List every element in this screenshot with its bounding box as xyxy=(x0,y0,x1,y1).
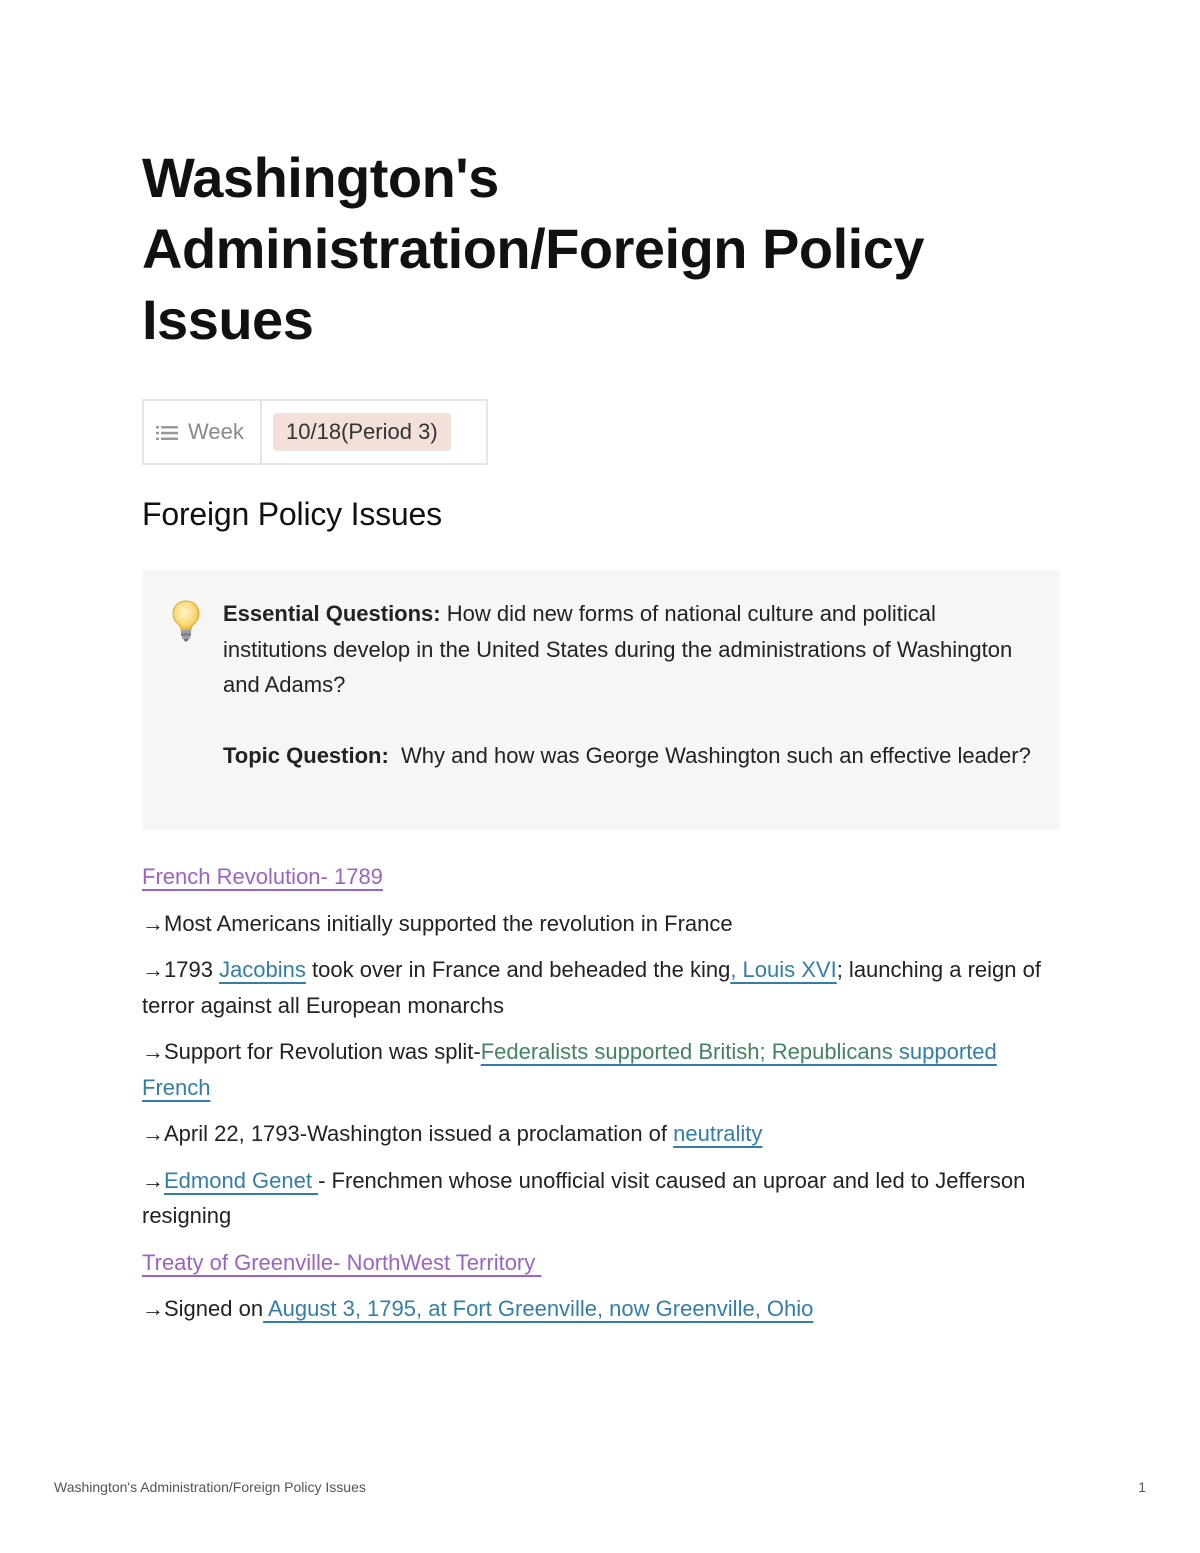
text-run: →April 22, 1793-Washington issued a proclamation of xyxy=(142,1121,674,1146)
list-item xyxy=(142,1291,1060,1327)
topic-label: Topic Question: xyxy=(223,742,389,768)
jacobins-link[interactable]: Jacobins xyxy=(219,957,306,982)
date-location-link[interactable]: August 3, 1795, at Fort Greenville, now Greenville, Ohio xyxy=(263,1296,814,1321)
treaty-heading xyxy=(142,1245,1060,1281)
text-run: →Support for Revolution was split- xyxy=(142,1039,481,1064)
federalists-link[interactable]: Federalists supported British; Republicans xyxy=(480,1039,899,1064)
essential-label: Essential Questions: xyxy=(223,601,441,626)
lightbulb-icon xyxy=(172,600,200,642)
page-number: 1 xyxy=(1138,1479,1146,1495)
callout-text xyxy=(223,596,1043,773)
property-table xyxy=(142,399,488,465)
text-run: ; launching a reign of terror against all European monarchs xyxy=(142,957,1041,1018)
essential-text: How did new forms of national culture and political institutions develop in the United States during the administrations of Washington and Adams? xyxy=(223,601,1013,697)
edmond-genet-link[interactable]: Edmond Genet xyxy=(164,1167,319,1193)
list-item: →Most Americans initially supported the revolution in France xyxy=(142,910,733,936)
notes-body xyxy=(142,859,1060,1327)
text-run: →1793 xyxy=(142,957,220,982)
callout-box xyxy=(142,570,1060,830)
french-revolution-link[interactable]: French Revolution- 1789 xyxy=(142,864,383,889)
louis-xvi-link[interactable]: , Louis XVI xyxy=(730,957,837,982)
list-item xyxy=(142,1034,1060,1105)
supported-french-link[interactable]: supported French xyxy=(142,1039,997,1100)
treaty-link[interactable]: Treaty of Greenville- NorthWest Territory xyxy=(142,1249,542,1275)
property-name: Week xyxy=(188,419,244,444)
list-item xyxy=(142,952,1060,1023)
topic-text: Why and how was George Washington such an effective leader? xyxy=(388,742,1031,768)
footer-title: Washington's Administration/Foreign Policy Issues xyxy=(54,1479,366,1495)
week-tag[interactable]: 10/18(Period 3) xyxy=(273,413,451,451)
list-item xyxy=(142,1116,1060,1152)
list-icon xyxy=(156,425,178,441)
list-item xyxy=(142,1163,1060,1234)
topic-question xyxy=(223,738,1043,774)
page-title: Washington's Administration/Foreign Policy Issues xyxy=(142,146,925,351)
text-run: took over in France and beheaded the king xyxy=(305,957,731,982)
essential-question xyxy=(223,596,1043,703)
neutrality-link[interactable]: neutrality xyxy=(673,1121,763,1146)
property-week xyxy=(144,401,262,463)
text-run: →Signed on xyxy=(142,1296,264,1321)
text-run: → xyxy=(142,1167,164,1193)
section-heading: Foreign Policy Issues xyxy=(142,496,442,532)
french-revolution-heading xyxy=(142,859,1060,895)
text-run: - Frenchmen whose unofficial visit caused an uproar and led to Jefferson resigning xyxy=(142,1167,1026,1228)
property-value-cell[interactable] xyxy=(262,401,451,463)
